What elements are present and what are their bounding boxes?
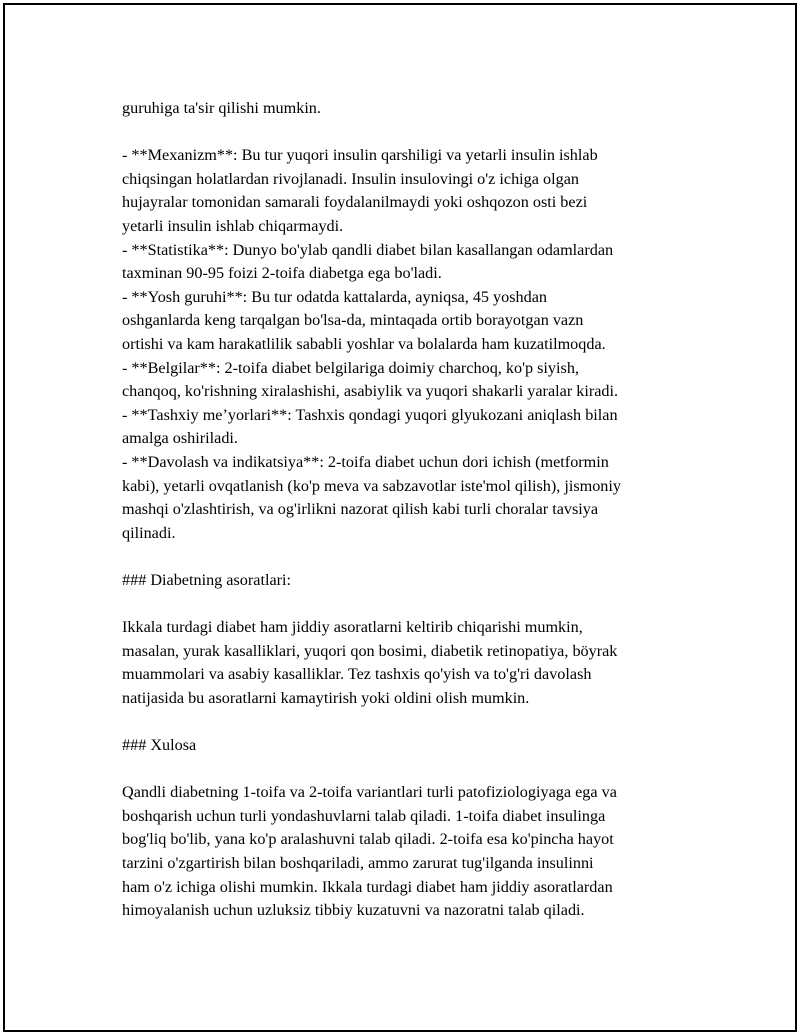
text-line: natijasida bu asoratlarni kamaytirish yoki oldini olish mumkin. — [122, 688, 530, 707]
conclusion-heading: ### Xulosa — [122, 736, 197, 755]
text-line: hujayralar tomonidan samarali foydalanilmaydi yoki oshqozon osti bezi — [122, 193, 588, 212]
text-line: chiqsingan holatlardan rivojlanadi. Insulin insulovingi o'z ichiga olgan — [122, 169, 579, 188]
text-line: ham o'z ichiga olishi mumkin. Ikkala turdagi diabet ham jiddiy asoratlardan — [122, 877, 613, 896]
text-line: qilinadi. — [122, 523, 176, 542]
text-line: Qandli diabetning 1-toifa va 2-toifa variantlari turli patofiziologiyaga ega va — [122, 783, 617, 802]
text-line: himoyalanish uchun uzluksiz tibbiy kuzatuvni va nazoratni talab qiladi. — [122, 901, 585, 920]
list-item-tashxis: - **Tashxiy me’yorlari**: Tashxis qondagi yuqori glyukozani aniqlash bilan — [122, 405, 618, 424]
paragraph-spacer — [122, 545, 702, 569]
conclusion-paragraph — [122, 781, 702, 923]
type2-details-list — [122, 144, 702, 545]
complications-heading: ### Diabetning asoratlari: — [122, 570, 292, 589]
text-line: oshganlarda keng tarqalgan bo'lsa-da, mintaqada ortib borayotgan vazn — [122, 311, 584, 330]
text-line: kabi), yetarli ovqatlanish (ko'p meva va sabzavotlar iste'mol qilish), jismoniy — [122, 476, 621, 495]
intro-paragraph — [122, 97, 702, 121]
paragraph-spacer — [122, 592, 702, 616]
complications-paragraph — [122, 616, 702, 710]
page-frame — [3, 3, 797, 1032]
text-line: chanqoq, ko'rishning xiralashishi, asabiylik va yuqori shakarli yaralar kiradi. — [122, 382, 619, 401]
document-body — [122, 97, 702, 923]
text-line: boshqarish uchun turli yondashuvlarni talab qiladi. 1-toifa diabet insulinga — [122, 806, 606, 825]
list-item-yosh-guruhi: - **Yosh guruhi**: Bu tur odatda kattalarda, ayniqsa, 45 yoshdan — [122, 287, 548, 306]
text-line: amalga oshiriladi. — [122, 429, 238, 448]
list-item-belgilar: - **Belgilar**: 2-toifa diabet belgilariga doimiy charchoq, ko'p siyish, — [122, 358, 579, 377]
paragraph-spacer — [122, 121, 702, 145]
text-line: muammolari va asabiy kasalliklar. Tez tashxis qo'yish va to'g'ri davolash — [122, 665, 592, 684]
list-item-statistika: - **Statistika**: Dunyo bo'ylab qandli diabet bilan kasallangan odamlardan — [122, 240, 614, 259]
text-line: taxminan 90-95 foizi 2-toifa diabetga ega bo'ladi. — [122, 264, 442, 283]
text-line: ortishi va kam harakatlilik sababli yoshlar va bolalarda ham kuzatilmoqda. — [122, 334, 606, 353]
list-item-mexanizm: - **Mexanizm**: Bu tur yuqori insulin qarshiligi va yetarli insulin ishlab — [122, 146, 598, 165]
text-line: yetarli insulin ishlab chiqarmaydi. — [122, 216, 344, 235]
text-line: masalan, yurak kasalliklari, yuqori qon bosimi, diabetik retinopatiya, böyrak — [122, 641, 618, 660]
text-line: mashqi o'zlashtirish, va og'irlikni nazorat qilish kabi turli choralar tavsiya — [122, 500, 599, 519]
list-item-davolash: - **Davolash va indikatsiya**: 2-toifa diabet uchun dori ichish (metformin — [122, 452, 609, 471]
text-line: guruhiga ta'sir qilishi mumkin. — [122, 99, 321, 117]
text-line: Ikkala turdagi diabet ham jiddiy asoratlarni keltirib chiqarishi mumkin, — [122, 618, 583, 637]
text-line: bog'liq bo'lib, yana ko'p aralashuvni talab qiladi. 2-toifa esa ko'pincha hayot — [122, 830, 614, 849]
text-line: tarzini o'zgartirish bilan boshqariladi, ammo zarurat tug'ilganda insulinni — [122, 854, 594, 872]
paragraph-spacer — [122, 710, 702, 734]
paragraph-spacer — [122, 758, 702, 782]
